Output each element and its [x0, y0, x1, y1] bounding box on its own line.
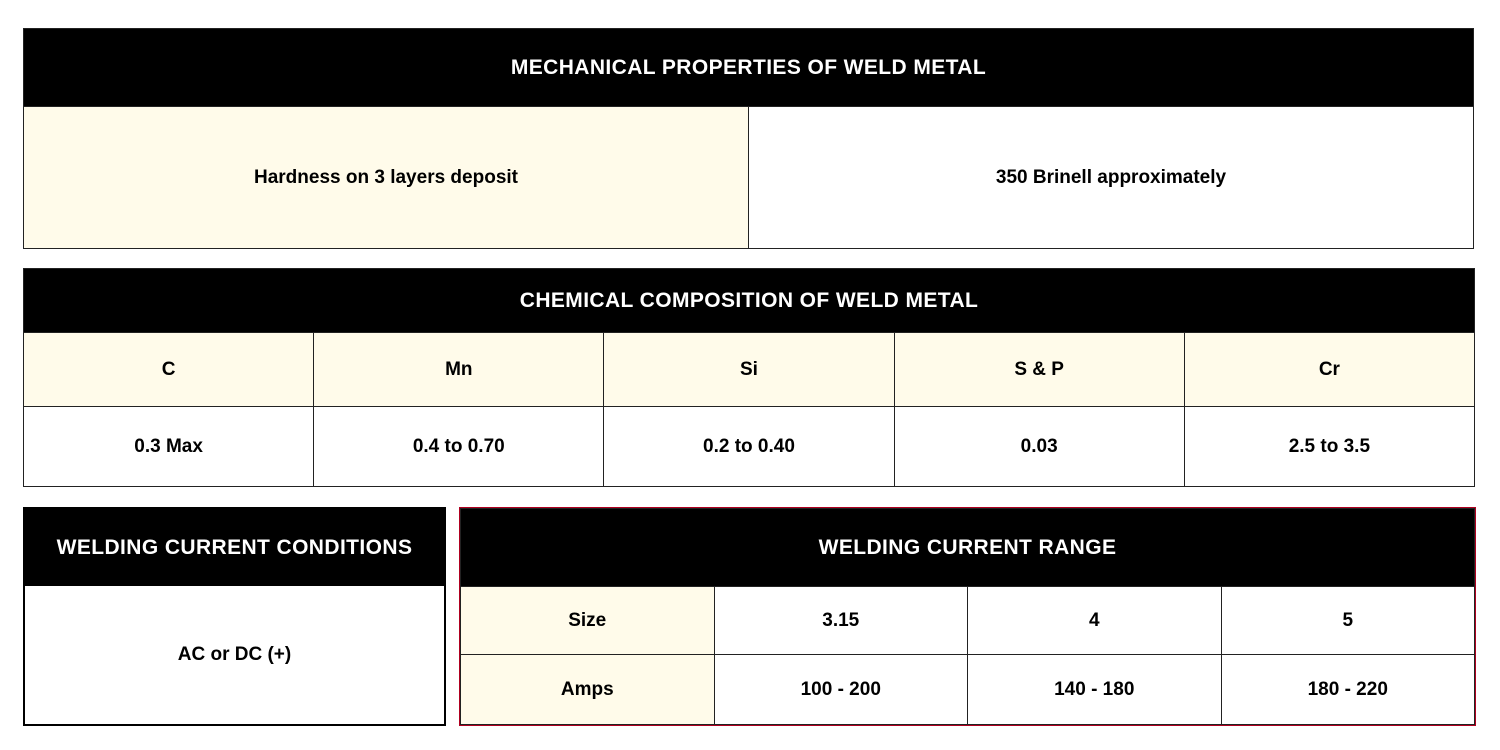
size-label: Size: [461, 587, 715, 655]
element-header-mn: Mn: [314, 333, 604, 407]
amps-label: Amps: [461, 655, 715, 725]
element-header-c: C: [24, 333, 314, 407]
element-header-cr: Cr: [1184, 333, 1474, 407]
amps-value-3: 180 - 220: [1221, 655, 1475, 725]
element-value-mn: 0.4 to 0.70: [314, 407, 604, 487]
element-value-si: 0.2 to 0.40: [604, 407, 894, 487]
size-value-2: 4: [968, 587, 1222, 655]
size-value-3: 5: [1221, 587, 1475, 655]
element-header-si: Si: [604, 333, 894, 407]
hardness-label: Hardness on 3 layers deposit: [24, 107, 749, 249]
welding-current-range-table: [459, 507, 1476, 726]
mechanical-properties-table: [23, 28, 1474, 249]
welding-current-range-title: WELDING CURRENT RANGE: [461, 509, 1475, 587]
element-value-s-p: 0.03: [894, 407, 1184, 487]
welding-current-conditions-value: AC or DC (+): [25, 586, 444, 724]
chemical-composition-title: CHEMICAL COMPOSITION OF WELD METAL: [24, 269, 1475, 333]
welding-current-conditions-title: WELDING CURRENT CONDITIONS: [25, 509, 444, 586]
element-header-s-p: S & P: [894, 333, 1184, 407]
hardness-value: 350 Brinell approximately: [749, 107, 1474, 249]
size-value-1: 3.15: [714, 587, 968, 655]
mechanical-properties-title: MECHANICAL PROPERTIES OF WELD METAL: [24, 29, 1474, 107]
chemical-composition-table: [23, 268, 1475, 487]
amps-value-1: 100 - 200: [714, 655, 968, 725]
element-value-c: 0.3 Max: [24, 407, 314, 487]
welding-current-conditions-table: [23, 507, 446, 726]
element-value-cr: 2.5 to 3.5: [1184, 407, 1474, 487]
amps-value-2: 140 - 180: [968, 655, 1222, 725]
